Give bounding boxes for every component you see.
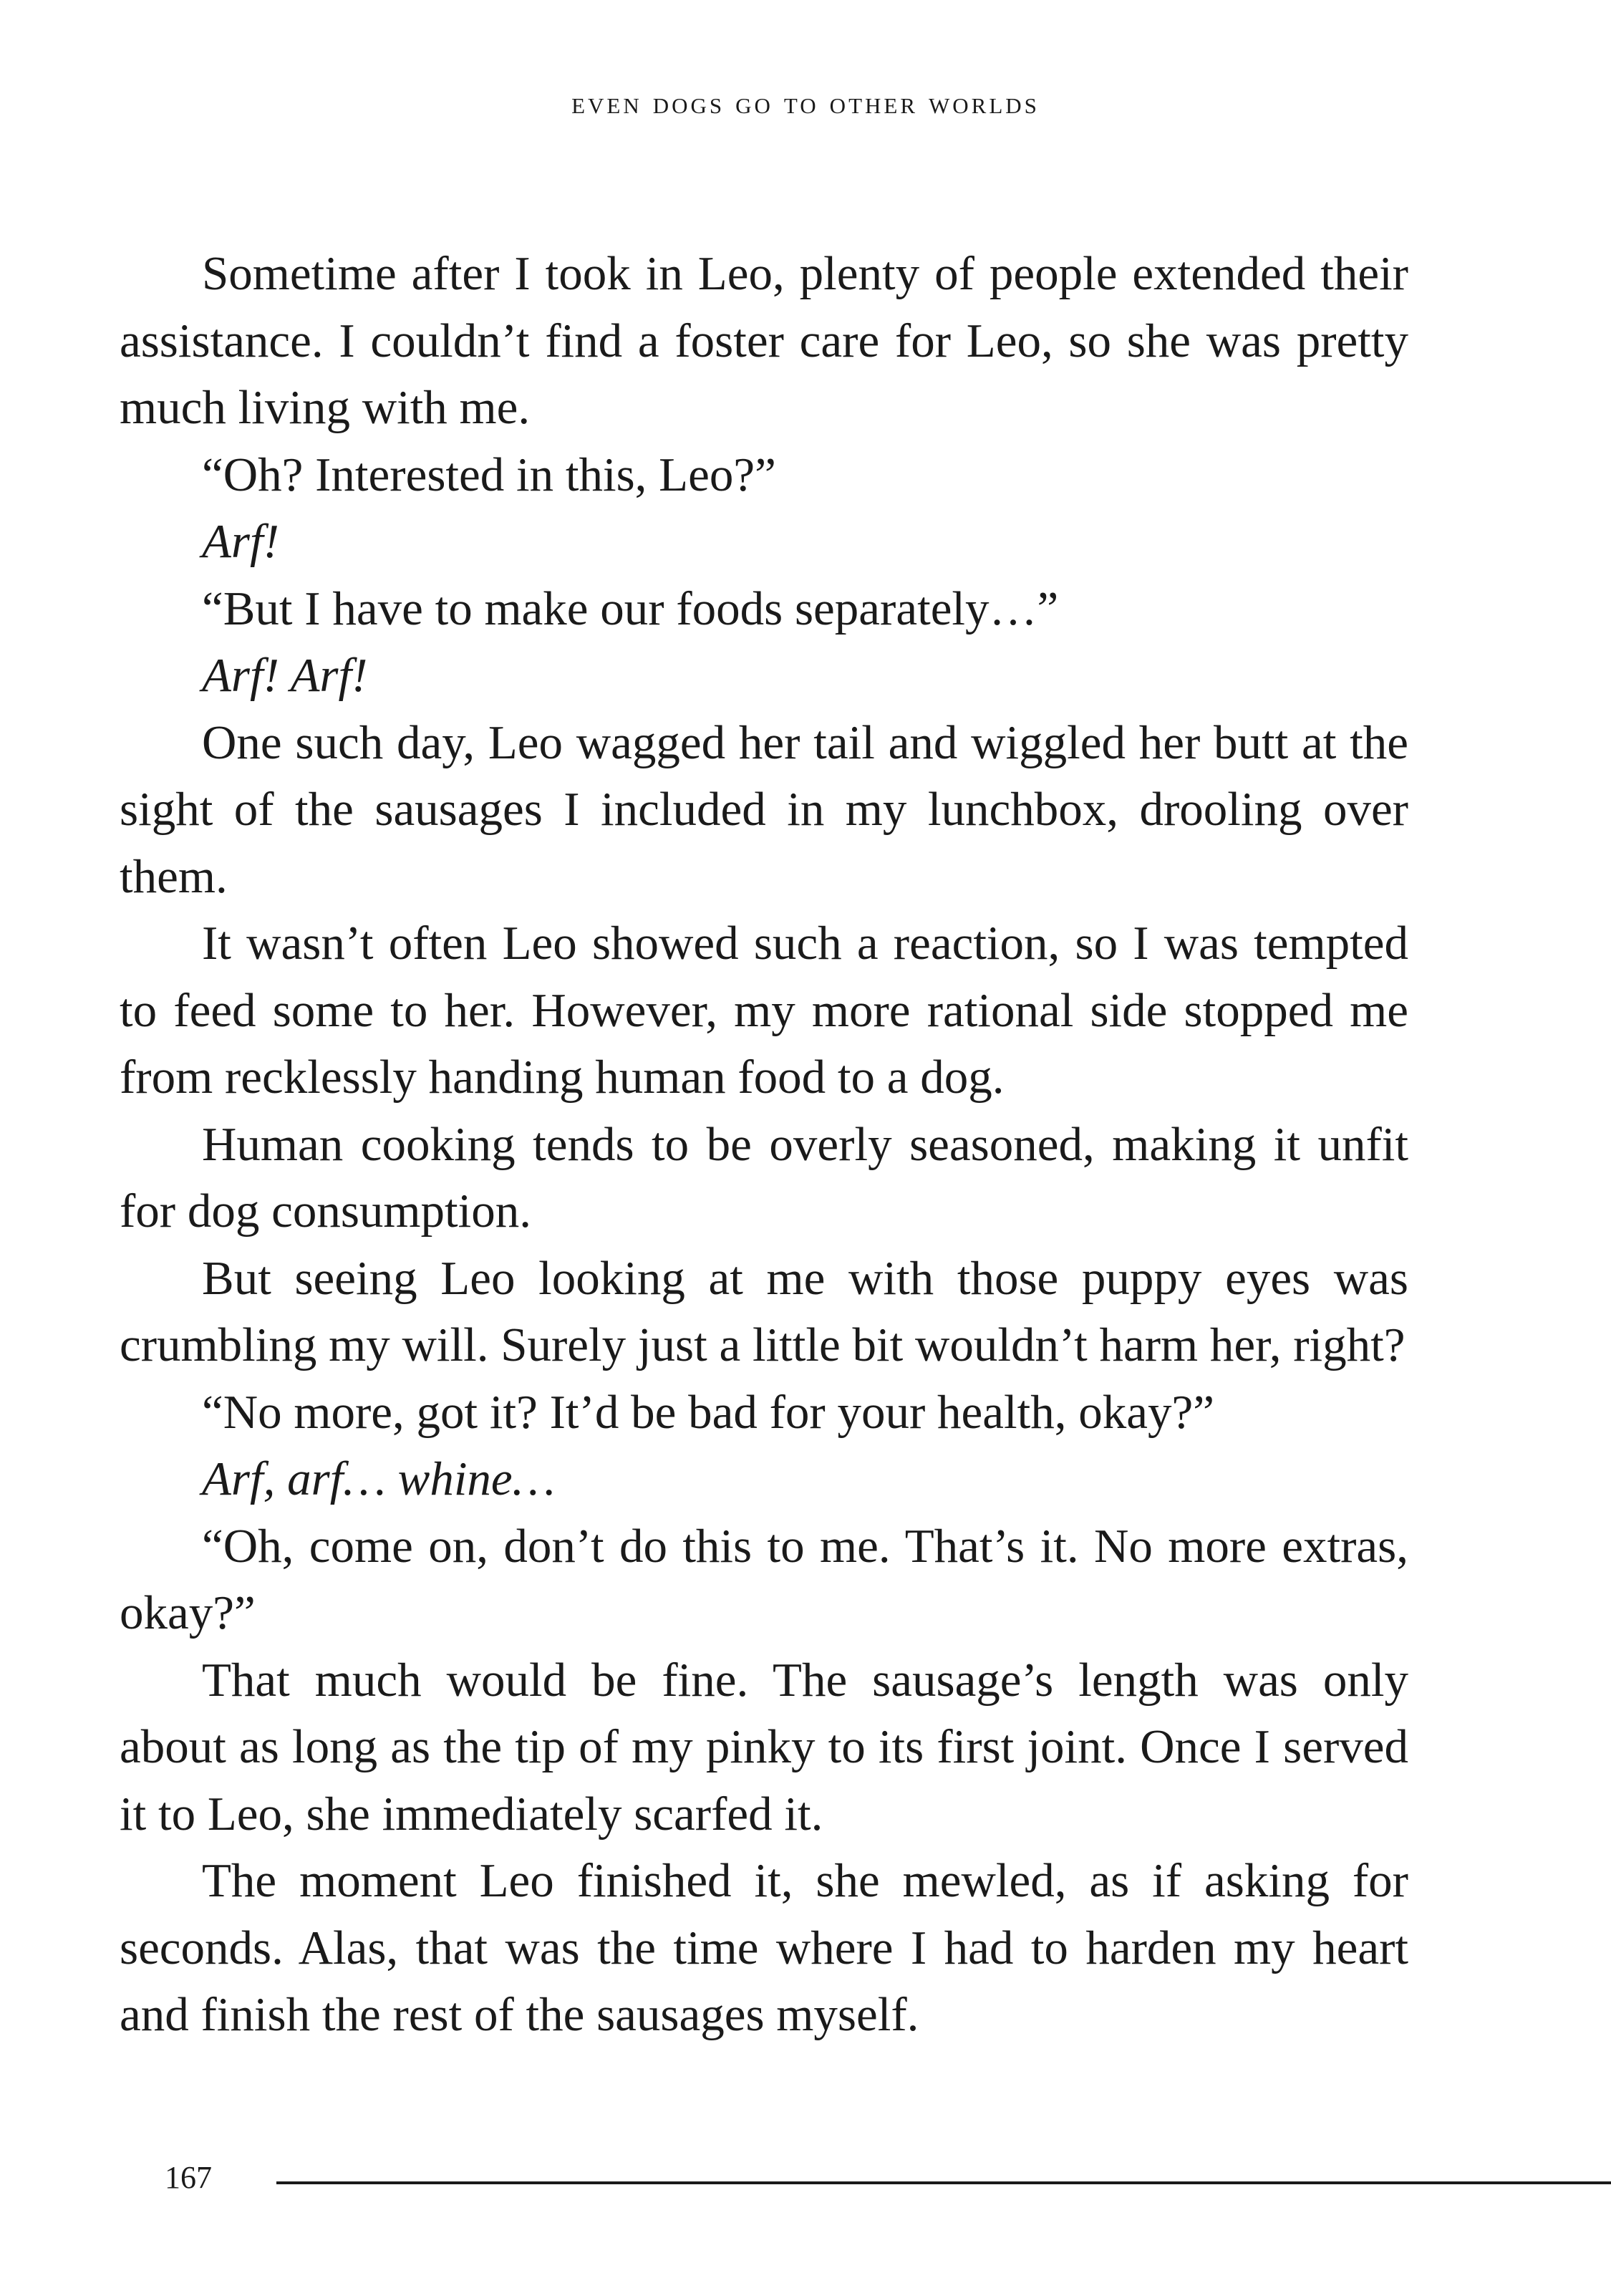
paragraph: Human cooking tends to be overly seasoned, making it unfit for dog consumption. <box>120 1117 1408 1238</box>
page-number: 167 <box>165 2160 212 2195</box>
dog-sound-line: Arf! <box>202 515 279 568</box>
dialogue-line: “Oh, come on, don’t do this to me. That’s it. No more extras, okay?” <box>120 1519 1408 1639</box>
footer-rule <box>276 2181 1611 2184</box>
dog-sound-line: Arf, arf… whine… <box>202 1452 556 1505</box>
paragraph: That much would be fine. The sausage’s length was only about as long as the tip of my pinky to its first joint. Once I served it to Leo, she immediately scarfed it. <box>120 1653 1408 1841</box>
paragraph: The moment Leo finished it, she mewled, as if asking for seconds. Alas, that was the time where I had to harden my heart and finish the rest of the sausages myself. <box>120 1854 1408 2041</box>
running-head: even dogs go to other worlds <box>571 85 1040 120</box>
dog-sound-line: Arf! Arf! <box>202 649 368 702</box>
dialogue-line: “Oh? Interested in this, Leo?” <box>202 448 776 501</box>
dialogue-line: “No more, got it? It’d be bad for your health, okay?” <box>202 1385 1214 1439</box>
body-text <box>120 241 1408 2049</box>
paragraph: Sometime after I took in Leo, plenty of people extended their assistance. I couldn’t find a foster care for Leo, so she was pretty much living with me. <box>120 247 1408 434</box>
paragraph: But seeing Leo looking at me with those puppy eyes was crumbling my will. Surely just a little bit wouldn’t harm her, right? <box>120 1251 1408 1371</box>
dialogue-line: “But I have to make our foods separately…” <box>202 582 1059 635</box>
paragraph: One such day, Leo wagged her tail and wiggled her butt at the sight of the sausages I included in my lunchbox, drooling over them. <box>120 715 1408 903</box>
paragraph: It wasn’t often Leo showed such a reaction, so I was tempted to feed some to her. However, my more rational side stopped me from recklessly handing human food to a dog. <box>120 917 1408 1104</box>
